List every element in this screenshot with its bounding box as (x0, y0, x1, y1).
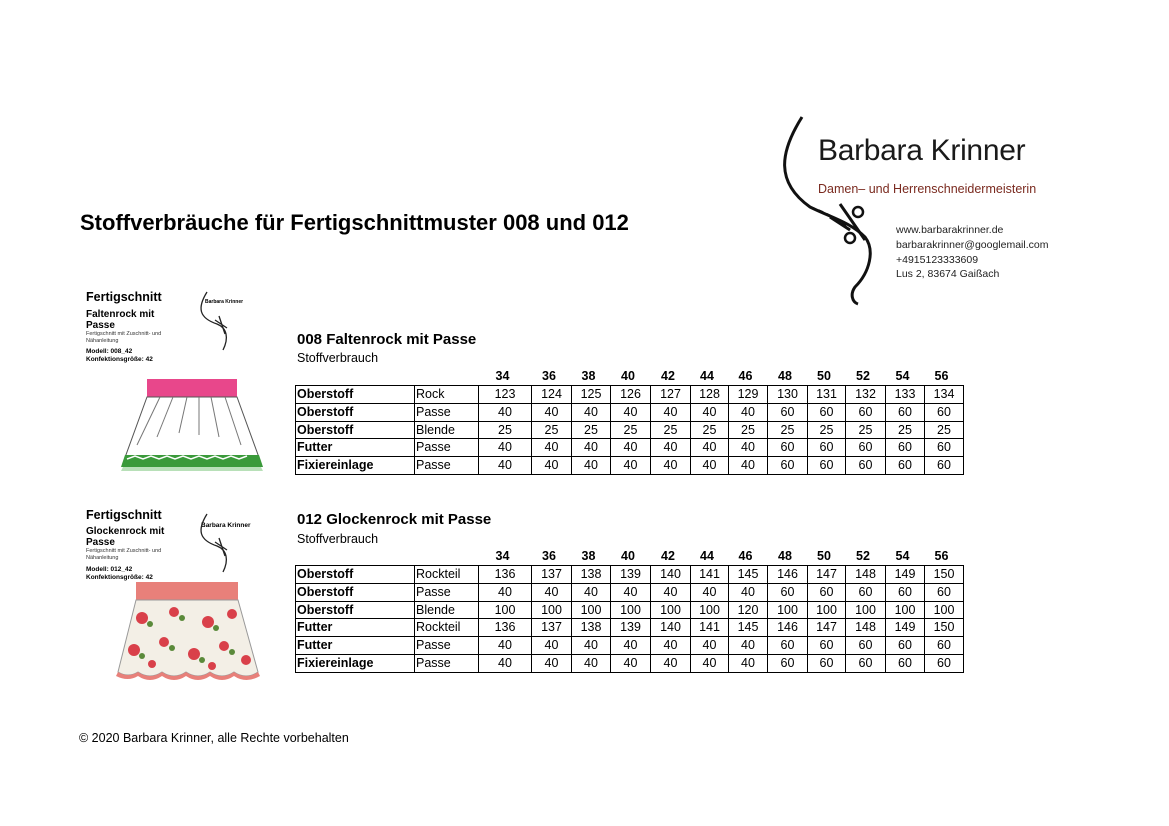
value-cell: 40 (479, 654, 532, 672)
part-cell: Passe (415, 457, 479, 475)
size-header: 34 (495, 369, 510, 383)
value-cell: 40 (479, 583, 532, 601)
value-cell: 60 (808, 637, 846, 655)
value-cell: 139 (611, 566, 651, 584)
value-cell: 141 (691, 619, 729, 637)
size-header: 38 (581, 549, 596, 563)
value-cell: 60 (925, 403, 964, 421)
value-cell: 40 (532, 403, 572, 421)
value-cell: 146 (768, 619, 808, 637)
value-cell: 100 (479, 601, 532, 619)
value-cell: 40 (651, 654, 691, 672)
value-cell: 25 (532, 421, 572, 439)
value-cell: 148 (846, 566, 886, 584)
value-cell: 60 (768, 439, 808, 457)
value-cell: 60 (925, 439, 964, 457)
size-header: 40 (621, 549, 635, 563)
value-cell: 123 (479, 386, 532, 404)
value-cell: 100 (925, 601, 964, 619)
value-cell: 149 (886, 619, 925, 637)
table-row (296, 583, 964, 601)
table-row (296, 421, 964, 439)
value-cell: 150 (925, 619, 964, 637)
card-logo-icon (195, 290, 265, 360)
value-cell: 40 (572, 654, 611, 672)
size-header: 54 (895, 549, 910, 563)
value-cell: 40 (572, 457, 611, 475)
value-cell: 138 (572, 566, 611, 584)
value-cell: 133 (886, 386, 925, 404)
size-header: 40 (621, 369, 635, 383)
size-header: 56 (934, 549, 949, 563)
fabric-name-cell: Futter (296, 439, 415, 457)
fabric-table-012 (295, 565, 964, 673)
logo-name: Barbara Krinner (818, 134, 1026, 167)
value-cell: 40 (532, 583, 572, 601)
value-cell: 40 (651, 583, 691, 601)
value-cell: 60 (886, 403, 925, 421)
value-cell: 60 (846, 403, 886, 421)
size-header: 38 (581, 369, 596, 383)
value-cell: 40 (651, 439, 691, 457)
logo-subtitle: Damen– und Herrenschneidermeisterin (818, 182, 1037, 196)
value-cell: 145 (729, 566, 768, 584)
card-model: Modell: 008_42 (86, 348, 133, 355)
value-cell: 40 (611, 439, 651, 457)
value-cell: 60 (768, 457, 808, 475)
value-cell: 60 (886, 457, 925, 475)
value-cell: 136 (479, 619, 532, 637)
value-cell: 60 (846, 583, 886, 601)
value-cell: 60 (925, 457, 964, 475)
value-cell: 25 (925, 421, 964, 439)
floral-skirt-image (112, 578, 262, 688)
fabric-name-cell: Fixiereinlage (296, 457, 415, 475)
contact-email: barbarakrinner@googlemail.com (896, 239, 1049, 251)
value-cell: 60 (886, 439, 925, 457)
fabric-table-008 (295, 385, 964, 475)
value-cell: 60 (808, 583, 846, 601)
value-cell: 25 (768, 421, 808, 439)
value-cell: 60 (808, 457, 846, 475)
value-cell: 40 (729, 583, 768, 601)
value-cell: 100 (651, 601, 691, 619)
card-size: Konfektionsgröße: 42 (86, 356, 153, 363)
value-cell: 60 (846, 637, 886, 655)
value-cell: 147 (808, 619, 846, 637)
value-cell: 40 (691, 583, 729, 601)
value-cell: 40 (611, 583, 651, 601)
fabric-name-cell: Futter (296, 619, 415, 637)
value-cell: 40 (691, 457, 729, 475)
value-cell: 60 (846, 439, 886, 457)
value-cell: 40 (479, 457, 532, 475)
part-cell: Rock (415, 386, 479, 404)
value-cell: 40 (729, 457, 768, 475)
value-cell: 60 (768, 654, 808, 672)
value-cell: 60 (808, 654, 846, 672)
value-cell: 40 (691, 637, 729, 655)
value-cell: 25 (479, 421, 532, 439)
value-cell: 60 (925, 583, 964, 601)
part-cell: Passe (415, 654, 479, 672)
value-cell: 40 (532, 637, 572, 655)
section-subtitle: Stoffverbrauch (297, 532, 379, 546)
fabric-name-cell: Futter (296, 637, 415, 655)
size-header-row (476, 549, 961, 563)
value-cell: 60 (925, 637, 964, 655)
value-cell: 100 (572, 601, 611, 619)
card-logo-text: Barbara Krinner (201, 522, 251, 529)
value-cell: 137 (532, 619, 572, 637)
value-cell: 120 (729, 601, 768, 619)
value-cell: 100 (846, 601, 886, 619)
value-cell: 126 (611, 386, 651, 404)
value-cell: 40 (532, 654, 572, 672)
value-cell: 40 (651, 457, 691, 475)
value-cell: 129 (729, 386, 768, 404)
value-cell: 40 (572, 439, 611, 457)
contact-website: www.barbarakrinner.de (896, 224, 1004, 236)
value-cell: 40 (479, 439, 532, 457)
card-size: Konfektionsgröße: 42 (86, 574, 153, 581)
value-cell: 40 (729, 439, 768, 457)
value-cell: 150 (925, 566, 964, 584)
part-cell: Passe (415, 403, 479, 421)
value-cell: 40 (611, 637, 651, 655)
value-cell: 60 (808, 439, 846, 457)
size-header: 48 (778, 369, 792, 383)
value-cell: 100 (611, 601, 651, 619)
size-header-row (476, 369, 961, 383)
part-cell: Passe (415, 583, 479, 601)
card-logo-text: Barbara Krinner (205, 299, 244, 305)
value-cell: 25 (611, 421, 651, 439)
value-cell: 128 (691, 386, 729, 404)
value-cell: 60 (925, 654, 964, 672)
value-cell: 147 (808, 566, 846, 584)
table-row (296, 403, 964, 421)
part-cell: Rockteil (415, 566, 479, 584)
value-cell: 124 (532, 386, 572, 404)
value-cell: 60 (886, 583, 925, 601)
card-pattern-name: Glockenrock mit Passe (86, 526, 165, 548)
card-description: Fertigschnitt mit Zuschnitt- und Nähanleitung (86, 548, 162, 561)
value-cell: 138 (572, 619, 611, 637)
value-cell: 100 (532, 601, 572, 619)
pleated-skirt-image (115, 375, 265, 485)
fabric-name-cell: Oberstoff (296, 386, 415, 404)
value-cell: 40 (532, 457, 572, 475)
value-cell: 60 (768, 403, 808, 421)
value-cell: 132 (846, 386, 886, 404)
fabric-name-cell: Fixiereinlage (296, 654, 415, 672)
value-cell: 125 (572, 386, 611, 404)
card-description: Fertigschnitt mit Zuschnitt- und Nähanleitung (86, 331, 162, 344)
card-pattern-name: Faltenrock mit Passe (86, 309, 155, 331)
copyright-footer: © 2020 Barbara Krinner, alle Rechte vorbehalten (79, 731, 349, 745)
table-row (296, 619, 964, 637)
value-cell: 127 (651, 386, 691, 404)
size-header: 48 (778, 549, 792, 563)
value-cell: 40 (611, 403, 651, 421)
size-header: 52 (856, 369, 870, 383)
value-cell: 60 (846, 654, 886, 672)
part-cell: Rockteil (415, 619, 479, 637)
value-cell: 25 (729, 421, 768, 439)
part-cell: Passe (415, 637, 479, 655)
value-cell: 141 (691, 566, 729, 584)
size-header: 56 (934, 369, 949, 383)
section-title: 008 Faltenrock mit Passe (297, 331, 477, 348)
table-row (296, 566, 964, 584)
table-row (296, 637, 964, 655)
value-cell: 60 (886, 637, 925, 655)
contact-address: Lus 2, 83674 Gaißach (896, 268, 1000, 280)
fabric-name-cell: Oberstoff (296, 583, 415, 601)
value-cell: 25 (846, 421, 886, 439)
part-cell: Passe (415, 439, 479, 457)
value-cell: 100 (808, 601, 846, 619)
table-row (296, 457, 964, 475)
table-row (296, 654, 964, 672)
table-row (296, 439, 964, 457)
size-header: 36 (542, 549, 556, 563)
table-row (296, 601, 964, 619)
value-cell: 40 (611, 654, 651, 672)
value-cell: 60 (808, 403, 846, 421)
value-cell: 40 (691, 439, 729, 457)
value-cell: 40 (691, 654, 729, 672)
value-cell: 145 (729, 619, 768, 637)
value-cell: 40 (611, 457, 651, 475)
value-cell: 148 (846, 619, 886, 637)
size-header: 46 (738, 369, 753, 383)
value-cell: 137 (532, 566, 572, 584)
value-cell: 40 (729, 654, 768, 672)
value-cell: 40 (479, 637, 532, 655)
value-cell: 60 (846, 457, 886, 475)
value-cell: 100 (691, 601, 729, 619)
value-cell: 40 (572, 583, 611, 601)
value-cell: 25 (886, 421, 925, 439)
size-header: 34 (495, 549, 510, 563)
page-title: Stoffverbräuche für Fertigschnittmuster 008 und 012 (80, 210, 629, 235)
section-subtitle: Stoffverbrauch (297, 351, 379, 365)
value-cell: 134 (925, 386, 964, 404)
value-cell: 25 (691, 421, 729, 439)
size-header: 44 (700, 369, 714, 383)
value-cell: 146 (768, 566, 808, 584)
card-heading: Fertigschnitt (86, 508, 162, 522)
value-cell: 40 (572, 403, 611, 421)
size-header: 36 (542, 369, 556, 383)
value-cell: 25 (572, 421, 611, 439)
fabric-name-cell: Oberstoff (296, 566, 415, 584)
table-row (296, 386, 964, 404)
card-heading: Fertigschnitt (86, 290, 162, 304)
size-header: 42 (661, 369, 675, 383)
card-model: Modell: 012_42 (86, 566, 133, 573)
part-cell: Blende (415, 421, 479, 439)
value-cell: 100 (886, 601, 925, 619)
size-header: 44 (700, 549, 714, 563)
value-cell: 60 (768, 583, 808, 601)
value-cell: 40 (691, 403, 729, 421)
card-logo-icon (195, 512, 265, 582)
value-cell: 40 (532, 439, 572, 457)
value-cell: 40 (651, 403, 691, 421)
value-cell: 130 (768, 386, 808, 404)
part-cell: Blende (415, 601, 479, 619)
value-cell: 60 (886, 654, 925, 672)
value-cell: 40 (479, 403, 532, 421)
value-cell: 60 (768, 637, 808, 655)
value-cell: 140 (651, 566, 691, 584)
value-cell: 40 (651, 637, 691, 655)
value-cell: 140 (651, 619, 691, 637)
value-cell: 136 (479, 566, 532, 584)
size-header: 54 (895, 369, 910, 383)
section-title: 012 Glockenrock mit Passe (297, 511, 492, 528)
value-cell: 131 (808, 386, 846, 404)
value-cell: 40 (729, 637, 768, 655)
size-header: 46 (738, 549, 753, 563)
size-header: 52 (856, 549, 870, 563)
fabric-name-cell: Oberstoff (296, 421, 415, 439)
value-cell: 139 (611, 619, 651, 637)
fabric-name-cell: Oberstoff (296, 403, 415, 421)
contact-phone: +4915123333609 (896, 254, 979, 266)
size-header: 50 (817, 369, 831, 383)
value-cell: 40 (572, 637, 611, 655)
fabric-name-cell: Oberstoff (296, 601, 415, 619)
value-cell: 149 (886, 566, 925, 584)
value-cell: 25 (651, 421, 691, 439)
size-header: 50 (817, 549, 831, 563)
value-cell: 100 (768, 601, 808, 619)
value-cell: 40 (729, 403, 768, 421)
value-cell: 25 (808, 421, 846, 439)
size-header: 42 (661, 549, 675, 563)
